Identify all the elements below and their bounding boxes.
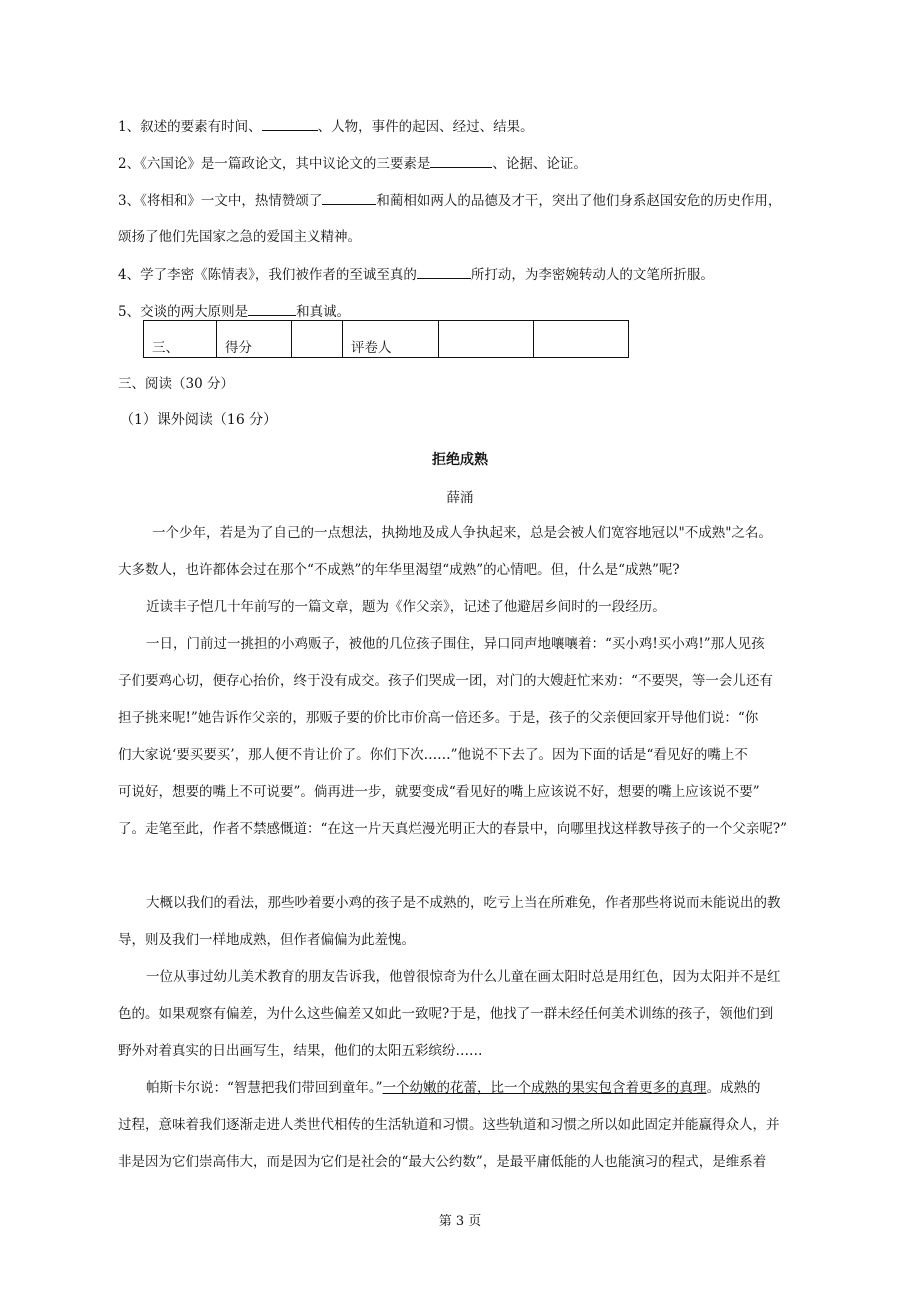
question-1 (118, 116, 534, 137)
article-title: 拒绝成熟 (432, 452, 488, 468)
question-4 (118, 264, 714, 285)
score-table-section: 三、 (144, 321, 217, 358)
question-1-text: 1、叙述的要素有时间、 (118, 119, 262, 135)
question-1-text-end: 、人物，事件的起因、经过、结果。 (317, 119, 534, 135)
answer-blank-1[interactable] (262, 116, 318, 131)
score-table (143, 320, 629, 358)
question-3 (118, 190, 781, 211)
pascal-quote-end: 。成熟的 (706, 1080, 761, 1096)
article-line: 近读丰子恺几十年前写的一篇文章，题为《作父亲》，记述了他避居乡间时的一段经历。 (146, 599, 666, 615)
question-5-text-end: 和真诚。 (296, 304, 351, 320)
article-line: 非是因为它们崇高伟大，而是因为它们是社会的“最大公约数”，是最平庸低能的人也能演习的程式，是维系着 (118, 1154, 767, 1170)
article-line: 色的。如果观察有偏差，为什么这些偏差又如此一致呢?于是，他找了一群未经任何美术训练的孩子，领他们到 (118, 1006, 774, 1022)
score-table-score-label: 得分 (217, 321, 292, 358)
question-3-text-end: 和蔺相如两人的品德及才干，突出了他们身系赵国安危的历史作用， (376, 193, 782, 209)
answer-blank-2[interactable] (430, 153, 492, 168)
article-line: 子们要鸡心切，便存心抬价，终于没有成交。孩子们哭成一团，对门的大嫂赶忙来劝：“不要哭，等一会儿还有 (118, 673, 773, 689)
article-line: 担子挑来呢!”她告诉作父亲的，那贩子要的价比市价高一倍还多。于是，孩子的父亲便回家开导他们说：“你 (118, 710, 759, 726)
pascal-quote-line (146, 1078, 761, 1098)
answer-blank-5[interactable] (248, 301, 296, 316)
question-2 (118, 153, 587, 174)
pascal-quote: 帕斯卡尔说：“智慧把我们带回到童年。” (146, 1080, 383, 1096)
article-line: 过程，意味着我们逐渐走进人类世代相传的生活轨道和习惯。这些轨道和习惯之所以如此固定并能赢得众人，并 (118, 1117, 780, 1133)
article-author: 薛涌 (446, 490, 474, 506)
article-line: 一位从事过幼儿美术教育的朋友告诉我，他曾很惊奇为什么儿童在画太阳时总是用红色，因为太阳并不是红 (146, 969, 781, 985)
section-heading: 三、阅读（30 分） (118, 376, 234, 392)
question-5-text: 5、交谈的两大原则是 (118, 304, 249, 320)
article-line: 导，则及我们一样地成熟，但作者偏偏为此羞愧。 (118, 932, 415, 948)
question-2-text-end: 、论据、论证。 (492, 156, 587, 172)
article-line: 们大家说‘要买要买’，那人便不肯让价了。你们下次……”他说不下去了。因为下面的话是“看见好的嘴上不 (118, 747, 748, 763)
score-table-grader-label: 评卷人 (343, 321, 439, 358)
question-3-line-2: 颂扬了他们先国家之急的爱国主义精神。 (118, 229, 361, 245)
question-5 (118, 301, 350, 322)
underlined-sentence: 一个幼嫩的花蕾，比一个成熟的果实包含着更多的真理 (382, 1080, 707, 1096)
question-4-text-end: 所打动，为李密婉转动人的文笔所折服。 (470, 267, 714, 283)
article-line: 了。走笔至此，作者不禁感慨道：“在这一片天真烂漫光明正大的春景中，向哪里找这样教导孩子的一个父亲呢?” (118, 821, 788, 837)
page-number: 第 3 页 (438, 1214, 482, 1229)
score-table-score-cell[interactable] (292, 321, 343, 358)
article-line: 可说好，想要的嘴上不可说要”。倘再进一步，就要变成“看见好的嘴上应该说不好，想要的嘴上应该说不要” (118, 784, 760, 800)
question-3-text: 3、《将相和》一文中，热情赞颂了 (118, 193, 323, 209)
article-line: 大概以我们的看法，那些吵着要小鸡的孩子是不成熟的，吃亏上当在所难免，作者那些将说而未能说出的教 (146, 895, 781, 911)
score-table-grader-cell[interactable] (439, 321, 534, 358)
article-line: 大多数人，也许都体会过在那个“不成熟”的年华里渴望“成熟”的心情吧。但，什么是“成熟”呢? (118, 562, 680, 578)
article-line: 野外对着真实的日出画写生，结果，他们的太阳五彩缤纷…… (118, 1043, 483, 1059)
answer-blank-3[interactable] (322, 190, 376, 205)
score-table-extra-cell[interactable] (534, 321, 629, 358)
subsection-heading: （1）课外阅读（16 分） (120, 412, 278, 428)
question-4-text: 4、学了李密《陈情表》，我们被作者的至诚至真的 (118, 267, 417, 283)
answer-blank-4[interactable] (417, 264, 471, 279)
question-2-text: 2、《六国论》是一篇政论文，其中议论文的三要素是 (118, 156, 431, 172)
article-line: 一个少年，若是为了自己的一点想法，执拗地及成人争执起来，总是会被人们宽容地冠以"不成熟"之名。 (152, 525, 772, 541)
article-line: 一日，门前过一挑担的小鸡贩子，被他的几位孩子围住，异口同声地嚷嚷着：“买小鸡!买小鸡!”那人见孩 (146, 636, 765, 652)
